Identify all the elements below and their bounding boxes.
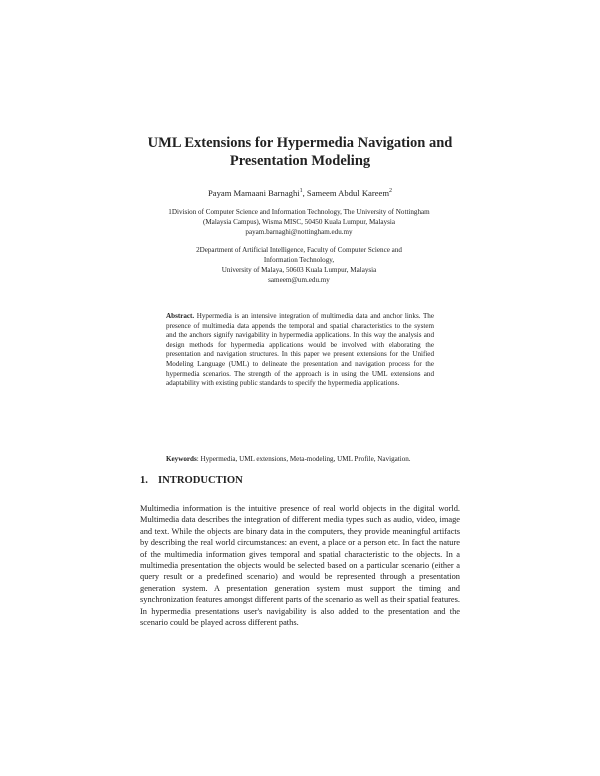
title-line-2: Presentation Modeling [229,153,371,169]
affiliation-line: 2Department of Artificial Intelligence, Faculty of Computer Science and [196,246,402,254]
affiliation-line: Information Technology, [263,256,335,264]
affiliation-line: 1Division of Computer Science and Information Technology, The University of Nottingham [168,208,430,216]
paper-title [0,134,600,170]
title-line-1: UML Extensions for Hypermedia Navigation and [147,135,453,151]
affiliation-1 [140,207,458,237]
affiliation-line: University of Malaya, 50603 Kuala Lumpur, Malaysia [221,266,377,274]
author-affiliation-marker: 2 [389,188,393,194]
abstract-label: Abstract. [166,312,195,320]
author-affiliation-marker: 1 [299,188,303,194]
author-email: sameem@um.edu.my [268,276,330,284]
author-name: , Sameem Abdul Kareem [302,187,390,198]
affiliation-line: (Malaysia Campus), Wisma MISC, 50450 Kuala Lumpur, Malaysia [203,218,395,226]
abstract-text: Hypermedia is an intensive integration of multimedia data and anchor links. The presence of multimedia data appends the temporal and spatial characteristics to the system and the anchors signify navigability in hypermedia applications. In this way the analysis and design methods for hypermedia applications would be involved with elaborating the presentation and navigation structures. In this paper we present extensions for the Unified Modeling Language (UML) to delineate the presentation and navigation process for the hypermedia scenarios. The strength of the approach is in using the UML extensions and adaptability with existing public standards to specify the hypermedia applications. [166,312,434,388]
keywords-text: : Hypermedia, UML extensions, Meta-modeling, UML Profile, Navigation. [196,455,411,463]
keywords [166,455,434,465]
author-list [0,186,600,199]
author-email: payam.barnaghi@nottingham.edu.my [245,228,353,236]
author-name: Payam Mamaani Barnaghi [207,187,300,198]
section-title: INTRODUCTION [158,475,243,486]
abstract [166,312,434,389]
section-heading [140,474,243,488]
affiliation-2 [140,245,458,285]
section-number: 1. [140,475,148,486]
keywords-label: Keywords [166,455,197,463]
introduction-paragraph: Multimedia information is the intuitive presence of real world objects in the digital world. Multimedia data describes the integration of different media types such as audio, video, image and text. While the objects are binary data in the computers, they provide meaningful artifacts by describing the real world circumstances: an event, a place or a person etc. In fact the nature of the multimedia information gives temporal and spatial characteristic to the objects. In a multimedia presentation the objects would be selected based on a particular scenario (either a query result or a predefined scenario) and would be represented through a presentation generation system. A presentation generation system must support the timing and synchronization features amongst different parts of the scenario as well as their spatial features. In hypermedia presentations user's navigability is also added to the presentation and the scenario could be played across different paths. [140,504,460,628]
